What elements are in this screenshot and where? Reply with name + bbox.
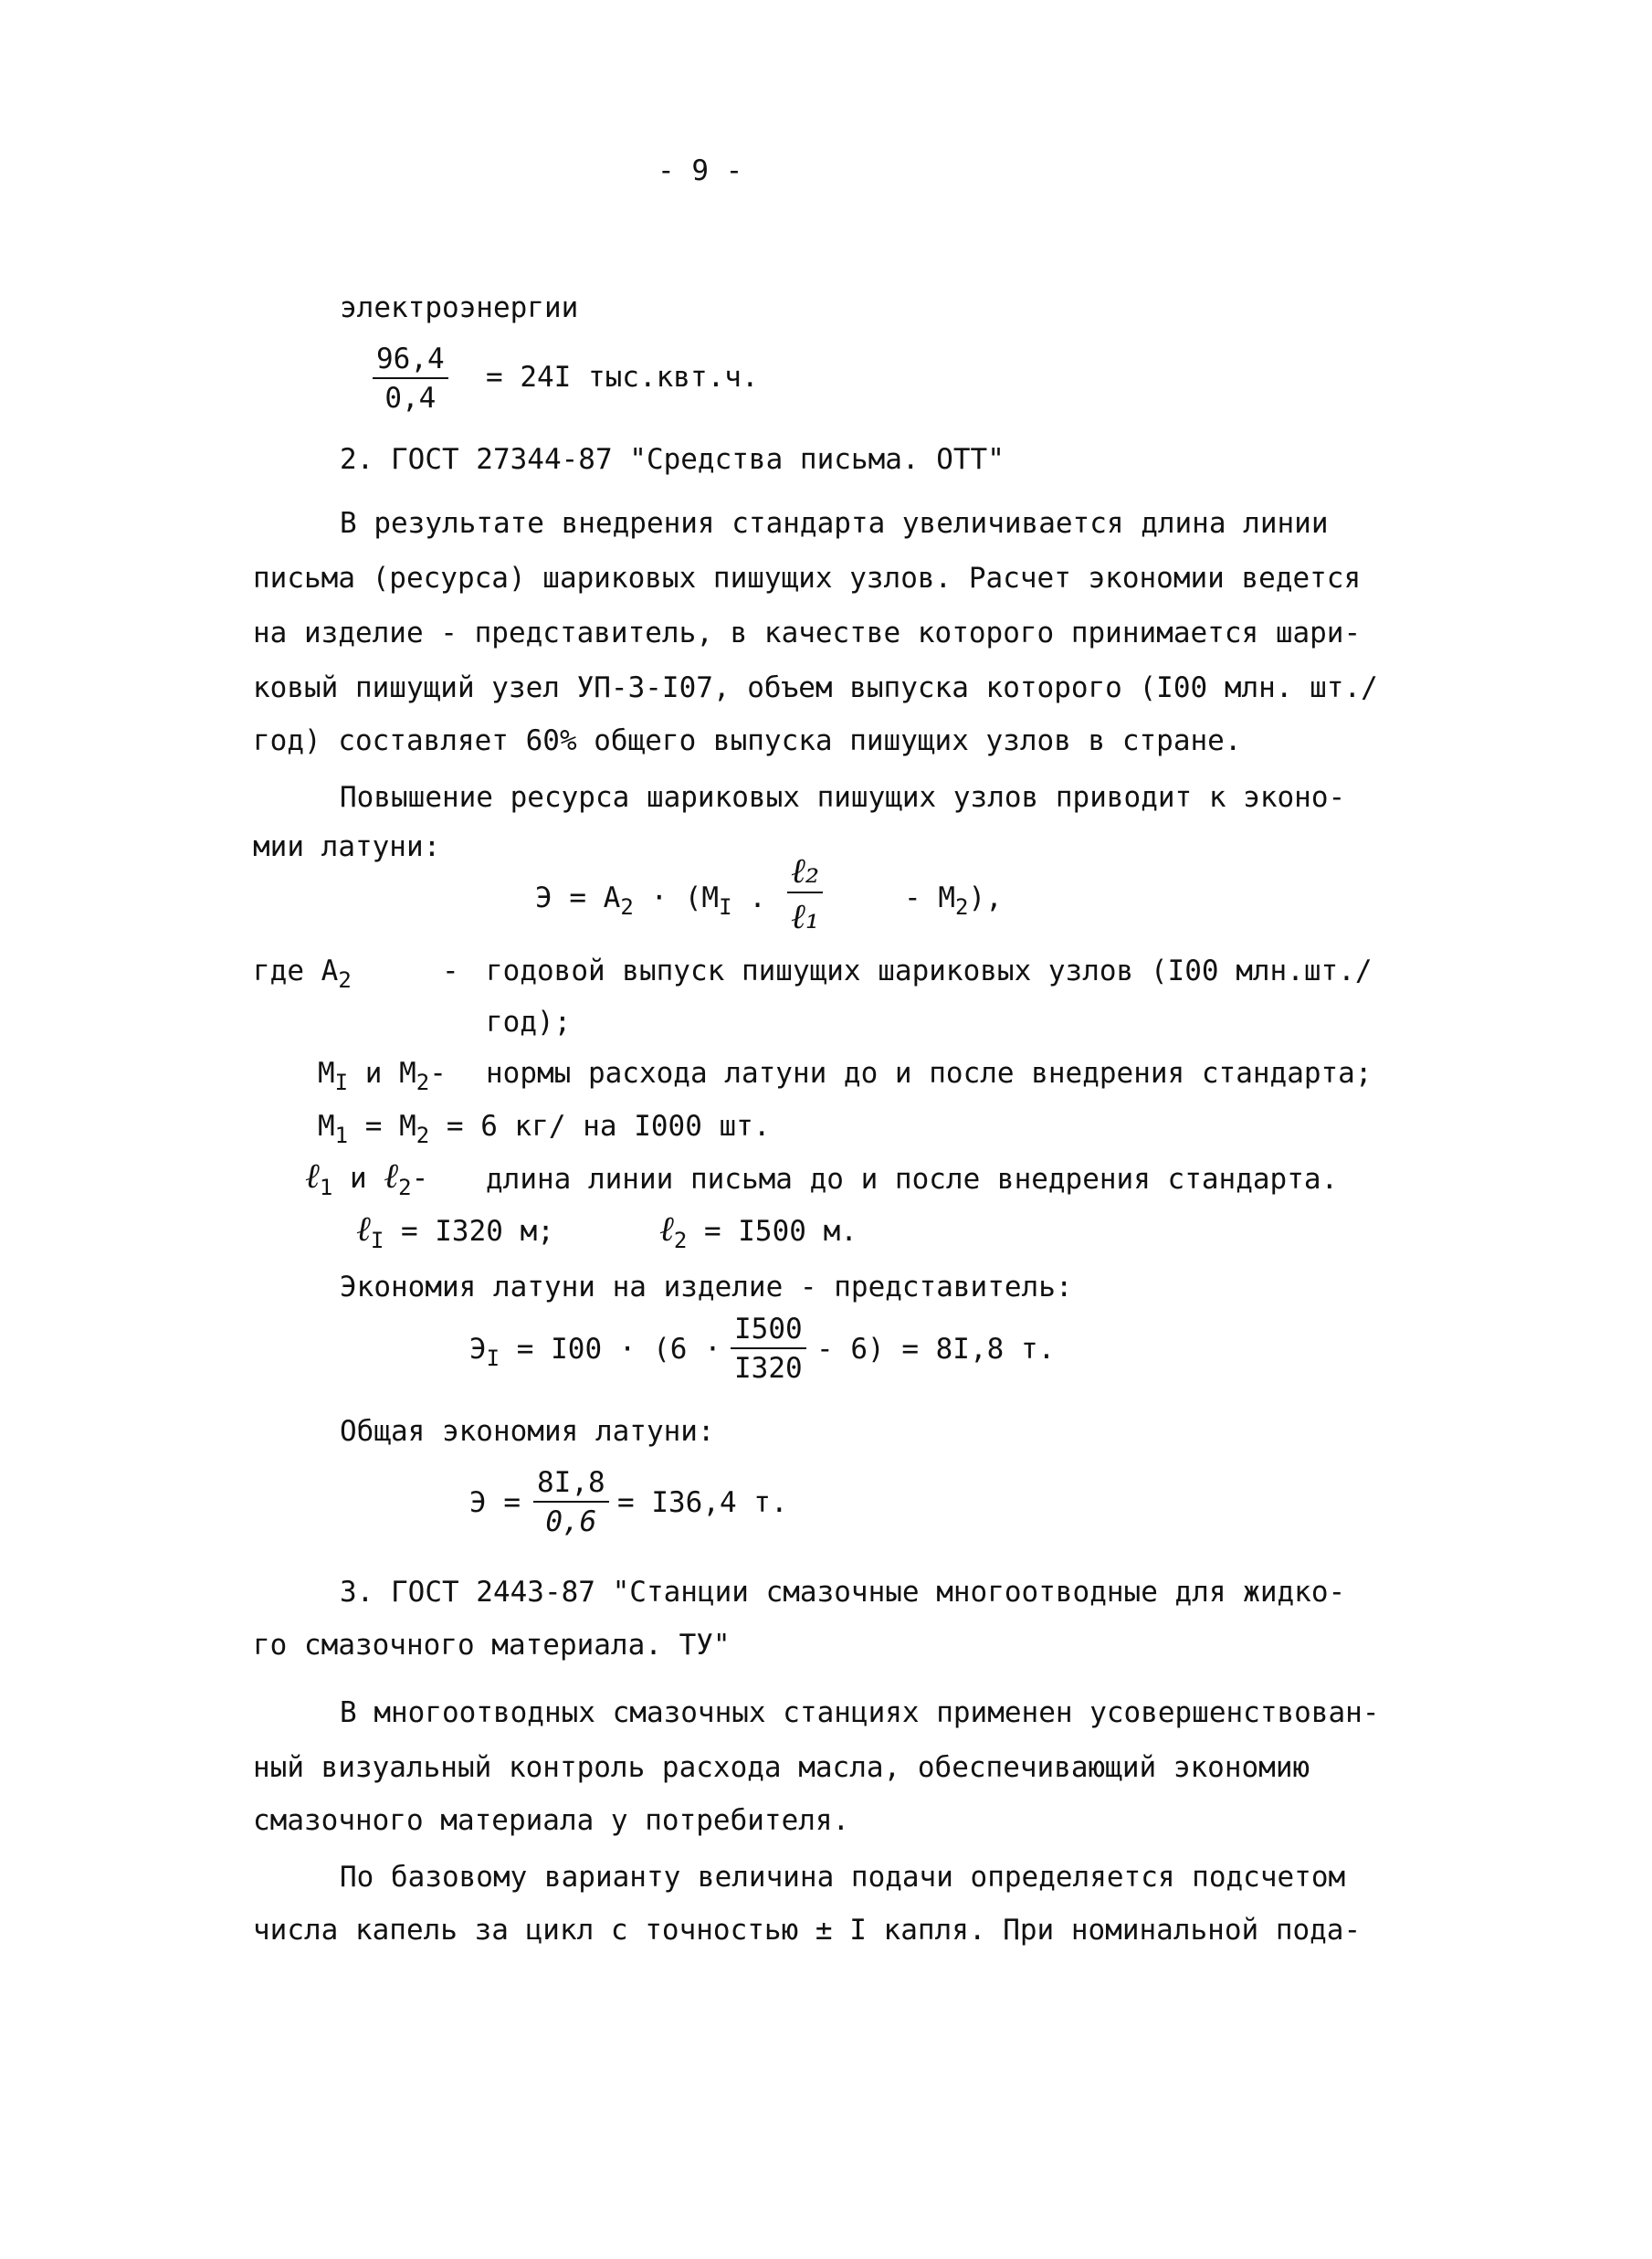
electro-denominator: 0,4 (384, 382, 437, 415)
main-formula-fraction (787, 850, 823, 936)
section3-heading-line-1: 3. ГОСТ 2443-87 "Станции смазочные многоотводные для жидко- (340, 1576, 1346, 1609)
section3-heading-line-2: го смазочного материала. ТУ" (253, 1629, 731, 1662)
electro-numerator: 96,4 (373, 345, 448, 379)
l-def-label: ℓ$_1$ и ℓ$_2$- (305, 1156, 429, 1200)
section3-para2-line-2: числа капель за цикл с точностью ± I капля. При номинальной пода- (253, 1914, 1362, 1947)
section2-heading: 2. ГОСТ 27344-87 "Средства письма. ОТТ" (340, 443, 1005, 476)
page-number: - 9 - (658, 154, 743, 187)
section3-para2-line-1: По базовому варианту величина подачи определяется подсчетом (340, 1861, 1346, 1894)
m-def-label: $М_I$ и $М_2-$ (318, 1057, 447, 1095)
section2-para-line-2: письма (ресурса) шариковых пишущих узлов. Расчет экономии ведется (253, 562, 1362, 595)
intro-line-2: мии латуни: (253, 830, 441, 863)
section2-para-line-1: В результате внедрения стандарта увеличивается длина линии (340, 507, 1329, 540)
main-formula-numerator: ℓ₂ (787, 853, 823, 893)
section3-para1-line-3: смазочного материала у потребителя. (253, 1804, 850, 1837)
a2-def-line-1: годовой выпуск пишущих шариковых узлов (I00 млн.шт./ (486, 955, 1373, 987)
section2-para-line-4: ковый пишущий узел УП-3-I07, объем выпуска которого (I00 млн. шт./ (253, 671, 1378, 704)
main-formula: $Э = А_2 \cdot (М_I$ . (535, 881, 766, 920)
a2-def-line-2: год); (486, 1006, 572, 1039)
main-formula-denominator: ℓ₁ (791, 896, 820, 936)
section3-para1-line-1: В многоотводных смазочных станциях применен усовершенствован- (340, 1696, 1380, 1729)
l2-value: ℓ$_2$ = I500 м. (659, 1209, 858, 1253)
m-values: $М_1 = М_2 = 6$ кг/ на I000 шт. (318, 1110, 771, 1148)
electro-word: электроэнергии (340, 291, 579, 324)
saving-label: Экономия латуни на изделие - представитель: (340, 1271, 1073, 1304)
section3-para1-line-2: ный визуальный контроль расхода масла, обеспечивающий экономию (253, 1751, 1310, 1784)
where-label: где $А_2$ (253, 955, 352, 993)
total-formula-lhs: Э = (469, 1486, 521, 1519)
main-formula-tail: - $М_2$), (904, 881, 1003, 920)
intro-line-1: Повышение ресурса шариковых пишущих узлов приводит к эконо- (340, 781, 1346, 814)
total-numerator: 8I,8 (533, 1469, 609, 1503)
saving-formula: $Э_I = I00 \cdot (6$ · (469, 1333, 721, 1371)
saving-denominator: I320 (734, 1352, 803, 1385)
total-fraction (533, 1466, 609, 1538)
section2-para-line-5: год) составляет 60% общего выпуска пишущих узлов в стране. (253, 724, 1242, 757)
saving-numerator: I500 (731, 1315, 806, 1349)
saving-tail: - 6) = 8I,8 т. (816, 1333, 1056, 1366)
a2-dash: - (442, 955, 459, 987)
electro-fraction (373, 345, 448, 413)
l1-value: ℓ$_I$ = I320 м; (356, 1209, 554, 1253)
total-denominator: 0,6 (545, 1505, 597, 1538)
m-def-text: нормы расхода латуни до и после внедрения стандарта; (486, 1057, 1373, 1090)
saving-fraction (731, 1315, 806, 1383)
total-tail: = I36,4 т. (617, 1486, 788, 1519)
electro-result: = 24I тыс.квт.ч. (486, 361, 759, 394)
total-label: Общая экономия латуни: (340, 1415, 715, 1448)
l-def-text: длина линии письма до и после внедрения стандарта. (486, 1163, 1339, 1196)
section2-para-line-3: на изделие - представитель, в качестве которого принимается шари- (253, 617, 1362, 649)
